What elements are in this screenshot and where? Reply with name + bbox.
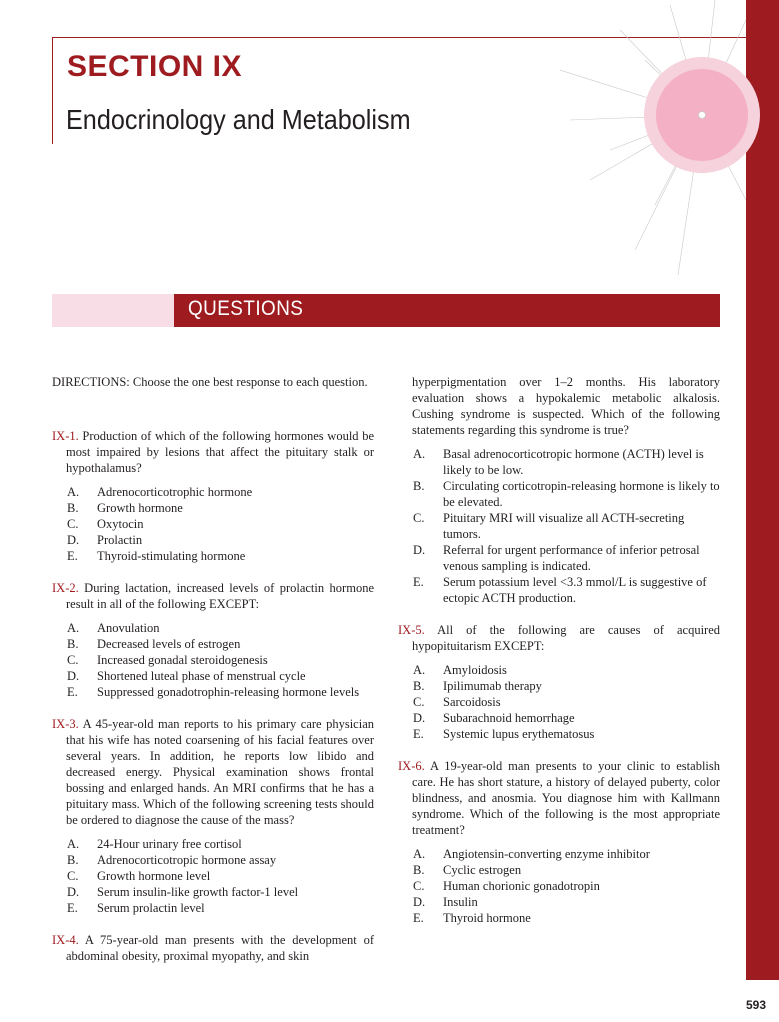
- answer-option[interactable]: E. Serum prolactin level: [67, 901, 205, 915]
- answer-option[interactable]: D. Shortened luteal phase of menstrual cycle: [67, 669, 306, 683]
- answer-option[interactable]: C. Pituitary MRI will visualize all ACTH-secreting tumors.: [413, 511, 685, 541]
- answer-option[interactable]: B. Adrenocorticotropic hormone assay: [67, 853, 277, 867]
- answer-option[interactable]: D. Prolactin: [67, 533, 143, 547]
- question-number: IX-3.: [52, 717, 79, 731]
- question-stem: During lactation, increased levels of prolactin hormone result in all of the following EXCEPT:: [66, 581, 374, 611]
- answer-option[interactable]: D. Referral for urgent performance of inferior petrosal venous sampling is indicated.: [413, 543, 700, 573]
- banner-accent: [52, 294, 174, 327]
- answer-option[interactable]: D. Subarachnoid hemorrhage: [413, 711, 575, 725]
- answer-option[interactable]: E. Thyroid hormone: [413, 911, 531, 925]
- question-number: IX-6.: [398, 759, 425, 773]
- section-label: SECTION IX: [67, 50, 243, 83]
- question-stem: A 75-year-old man presents with the development of abdominal obesity, proximal myopathy, and skin: [66, 933, 374, 963]
- question-stem: All of the following are causes of acquired hypopituitarism EXCEPT:: [412, 623, 720, 653]
- question-stem-continued: hyperpigmentation over 1–2 months. His laboratory evaluation shows a hypokalemic metabolic alkalosis. Cushing syndrome is suspected. Which of the following statements regarding this syndrome is true?: [412, 375, 720, 437]
- answer-options: [398, 446, 720, 606]
- page-number: 593: [746, 998, 767, 1012]
- answer-options: [52, 620, 374, 700]
- answer-option[interactable]: D. Serum insulin-like growth factor-1 level: [67, 885, 299, 899]
- answer-option[interactable]: C. Human chorionic gonadotropin: [413, 879, 600, 893]
- header-left-rule: [52, 37, 53, 144]
- question-number: IX-5.: [398, 623, 425, 637]
- questions-banner-label: QUESTIONS: [188, 297, 304, 320]
- answer-options: [398, 846, 720, 926]
- question-ix-6: [398, 758, 720, 926]
- decorative-burst-icon: [560, 0, 779, 290]
- answer-option[interactable]: A. Adrenocorticotrophic hormone: [67, 485, 253, 499]
- answer-option[interactable]: C. Sarcoidosis: [413, 695, 501, 709]
- answer-option[interactable]: E. Serum potassium level <3.3 mmol/L is suggestive of ectopic ACTH production.: [413, 575, 707, 605]
- question-stem: A 45-year-old man reports to his primary care physician that his wife has noted coarsening of his facial features over several years. In addition, he reports low libido and decreased energy. Physical examination shows frontal bossing and enlarged hands. An MRI confirms that he has a pituitary mass. Which of the following screening tests should be ordered to diagnose the cause of the mass?: [66, 717, 375, 827]
- directions-text: DIRECTIONS: Choose the one best response to each question.: [52, 375, 368, 389]
- question-stem: A 19-year-old man presents to your clinic to establish care. He has short stature, a history of delayed puberty, color blindness, and anosmia. You diagnose him with Kallmann syndrome. Which of the following is the most appropriate treatment?: [412, 759, 721, 837]
- question-ix-2: [52, 580, 374, 700]
- question-stem: Production of which of the following hormones would be most impaired by lesions that affect the pituitary stalk or hypothalamus?: [66, 429, 375, 475]
- answer-option[interactable]: E. Thyroid-stimulating hormone: [67, 549, 246, 563]
- answer-option[interactable]: E. Suppressed gonadotrophin-releasing hormone levels: [67, 685, 360, 699]
- answer-option[interactable]: B. Cyclic estrogen: [413, 863, 522, 877]
- answer-option[interactable]: C. Increased gonadal steroidogenesis: [67, 653, 268, 667]
- question-number: IX-4.: [52, 933, 79, 947]
- answer-option[interactable]: C. Growth hormone level: [67, 869, 211, 883]
- answer-option[interactable]: A. Amyloidosis: [413, 663, 507, 677]
- right-column: [398, 374, 720, 942]
- answer-option[interactable]: A. Basal adrenocorticotropic hormone (ACTH) level is likely to be low.: [413, 447, 704, 477]
- question-ix-3: [52, 716, 374, 916]
- question-ix-4-continued: [398, 374, 720, 606]
- question-number: IX-2.: [52, 581, 79, 595]
- answer-options: [398, 662, 720, 742]
- section-title: Endocrinology and Metabolism: [66, 104, 411, 135]
- answer-option[interactable]: B. Circulating corticotropin-releasing hormone is likely to be elevated.: [413, 479, 720, 509]
- question-number: IX-1.: [52, 429, 79, 443]
- answer-option[interactable]: D. Insulin: [413, 895, 478, 909]
- answer-option[interactable]: B. Decreased levels of estrogen: [67, 637, 241, 651]
- answer-option[interactable]: B. Ipilimumab therapy: [413, 679, 542, 693]
- answer-option[interactable]: A. Anovulation: [67, 621, 160, 635]
- left-column: [52, 374, 374, 980]
- answer-option[interactable]: E. Systemic lupus erythematosus: [413, 727, 595, 741]
- answer-option[interactable]: C. Oxytocin: [67, 517, 144, 531]
- question-ix-1: [52, 428, 374, 564]
- answer-options: [52, 484, 374, 564]
- answer-option[interactable]: A. 24-Hour urinary free cortisol: [67, 837, 242, 851]
- answer-option[interactable]: A. Angiotensin-converting enzyme inhibitor: [413, 847, 650, 861]
- answer-options: [52, 836, 374, 916]
- answer-option[interactable]: B. Growth hormone: [67, 501, 183, 515]
- question-ix-4-start: [52, 932, 374, 964]
- question-ix-5: [398, 622, 720, 742]
